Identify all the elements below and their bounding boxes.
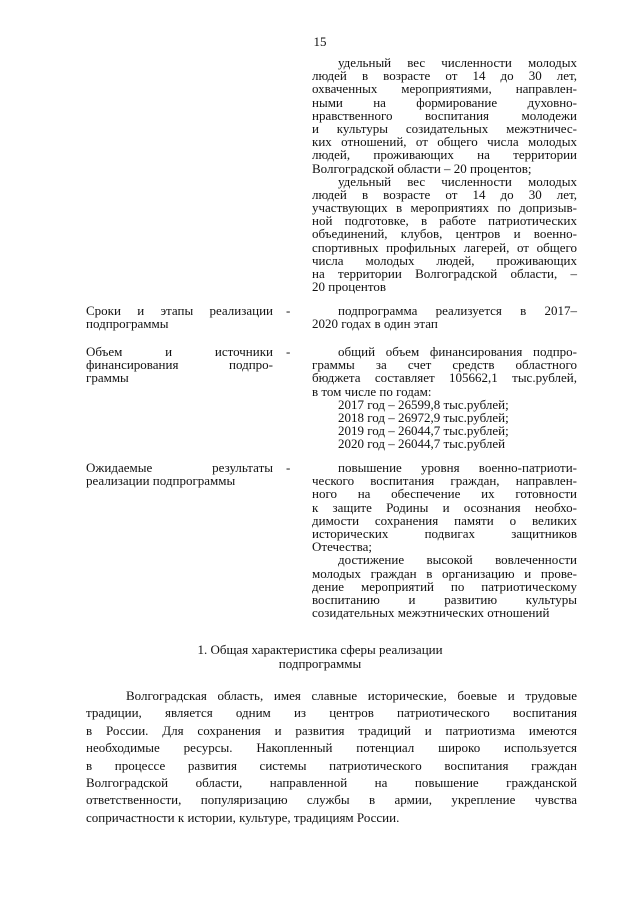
value-line: димости сохранения памяти о великих bbox=[312, 512, 577, 528]
text-line: ких отношений, от общего числа молодых bbox=[312, 134, 577, 150]
value-line: воспитанию и развитию культуры bbox=[312, 591, 577, 607]
body-line: Волгоградская область, имея славные исторические, боевые и трудовые bbox=[126, 688, 577, 703]
text-line: ной подготовке, в работе патриотических bbox=[312, 213, 577, 229]
value-line: общий объем финансирования подпро- bbox=[338, 344, 577, 359]
value-line: Отечества; bbox=[312, 539, 372, 555]
text-line: нравственного воспитания молодежи bbox=[312, 107, 577, 123]
text-line: и культуры созидательных межэтничес- bbox=[312, 120, 577, 136]
value-line: 2019 год – 26044,7 тыс.рублей; bbox=[338, 423, 509, 439]
row-label-results bbox=[86, 461, 273, 487]
row-dash: - bbox=[286, 460, 291, 475]
row-dash: - bbox=[286, 303, 291, 318]
value-line: ного на обеспечение их готовности bbox=[312, 486, 577, 502]
text-line: объединений, клубов, центров и военно- bbox=[312, 226, 577, 242]
value-line: 2020 год – 26044,7 тыс.рублей bbox=[338, 436, 506, 452]
value-line: 2017 год – 26599,8 тыс.рублей; bbox=[338, 396, 509, 412]
text-line: числа молодых людей, проживающих bbox=[312, 252, 577, 268]
value-line: в том числе по годам: bbox=[312, 383, 432, 399]
label-line: Объем и источники bbox=[86, 344, 273, 359]
value-line: молодых граждан в организацию и прове- bbox=[312, 565, 577, 581]
text-line: на территории Волгоградской области, – bbox=[312, 266, 577, 281]
row-label-terms bbox=[86, 304, 273, 330]
row-label-funding bbox=[86, 345, 273, 385]
value-line: граммы за счет средств областного bbox=[312, 357, 577, 373]
body-line: в процессе развития системы патриотического воспитания граждан bbox=[86, 757, 577, 773]
text-line: удельный вес численности молодых bbox=[338, 173, 577, 189]
label-line: финансирования подпро- bbox=[86, 357, 273, 373]
row-dash: - bbox=[286, 344, 291, 359]
value-line: бюджета составляет 105662,1 тыс.рублей, bbox=[312, 370, 577, 386]
body-line: необходимые ресурсы. Накопленный потенциал широко используется bbox=[86, 740, 577, 756]
row-value-results bbox=[312, 461, 577, 619]
value-line: к защите Родины и осознания необхо- bbox=[312, 499, 577, 515]
body-line: Волгоградской области, направленной на повышение гражданской bbox=[86, 774, 577, 790]
text-line: удельный вес численности молодых bbox=[338, 55, 577, 70]
body-line: ответственности, популяризацию службы в армии, укрепление чувства bbox=[86, 792, 577, 808]
value-line: подпрограмма реализуется в 2017– bbox=[338, 303, 577, 318]
label-line: Сроки и этапы реализации bbox=[86, 303, 273, 318]
text-line: участвующих в мероприятиях по допризыв- bbox=[312, 200, 577, 216]
label-line: подпрограммы bbox=[86, 316, 169, 332]
value-line: 2020 годах в один этап bbox=[312, 316, 438, 332]
text-line: спортивных профильных лагерей, от общего bbox=[312, 239, 577, 255]
row-value-terms bbox=[312, 304, 577, 330]
body-paragraph bbox=[86, 687, 577, 826]
intro-indicators bbox=[312, 56, 577, 293]
text-line: людей в возрасте от 14 до 30 лет, bbox=[312, 68, 577, 84]
section-heading-line: 1. Общая характеристика сферы реализации bbox=[197, 642, 443, 657]
text-line: людей в возрасте от 14 до 30 лет, bbox=[312, 186, 577, 202]
value-line: дение мероприятий по патриотическому bbox=[312, 578, 577, 594]
section-heading-line: подпрограммы bbox=[278, 656, 362, 671]
text-line: ными на формирование духовно- bbox=[312, 94, 577, 110]
text-line: людей, проживающих на территории bbox=[312, 147, 577, 163]
row-value-funding bbox=[312, 345, 577, 451]
value-line: созидательных межэтнических отношений bbox=[312, 605, 550, 621]
value-line: 2018 год – 26972,9 тыс.рублей; bbox=[338, 409, 509, 425]
body-line: сопричастности к истории, культуре, традициям России. bbox=[86, 809, 400, 825]
value-line: ческого воспитания граждан, направлен- bbox=[312, 473, 577, 489]
text-line: 20 процентов bbox=[312, 279, 387, 295]
label-line: граммы bbox=[86, 370, 129, 386]
value-line: повышение уровня военно-патриоти- bbox=[338, 460, 577, 475]
text-line: охваченных мероприятиями, направлен- bbox=[312, 81, 577, 97]
label-line: Ожидаемые результаты bbox=[86, 460, 273, 475]
value-line: исторических подвигах защитников bbox=[312, 525, 577, 541]
body-line: традиции, является одним из центров патриотического воспитания bbox=[86, 705, 577, 721]
section-heading bbox=[0, 643, 640, 671]
page-number: 15 bbox=[313, 34, 327, 49]
label-line: реализации подпрограммы bbox=[86, 473, 236, 489]
body-line: в России. Для сохранения и развития традиций и патриотизма имеются bbox=[86, 722, 577, 738]
value-line: достижение высокой вовлеченности bbox=[338, 552, 577, 568]
text-line: Волгоградской области – 20 процентов; bbox=[312, 160, 532, 176]
